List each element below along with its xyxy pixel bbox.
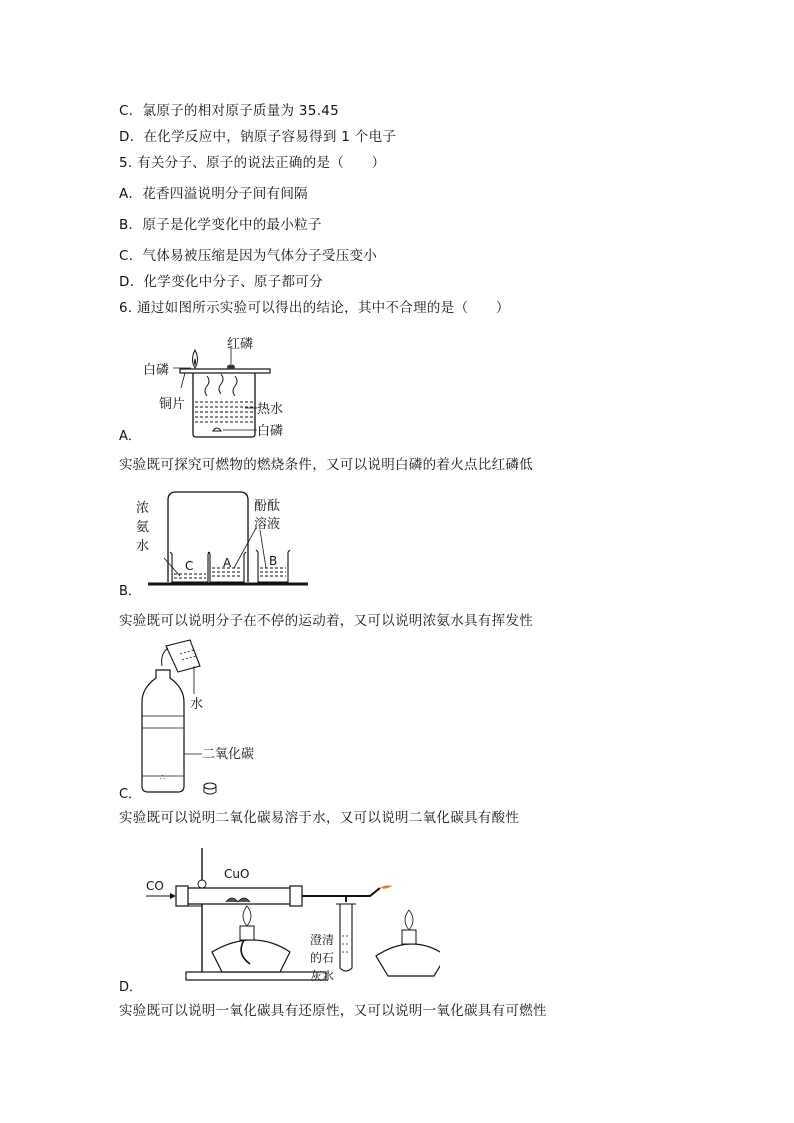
option-a-label: A． <box>119 429 141 444</box>
label-phenolphthalein-solution: 溶液 <box>254 517 281 532</box>
svg-text:∴: ∴ <box>160 773 166 782</box>
figure-d-co-reduction <box>140 840 440 985</box>
option-d-label: D． <box>119 980 143 995</box>
question-5-option-a: A．花香四溢说明分子间有间隔 <box>119 186 308 202</box>
label-ammonia-1: 浓 <box>136 501 150 516</box>
label-water: 水 <box>190 697 204 712</box>
label-ammonia-2: 氨 <box>136 520 150 535</box>
label-ammonia-3: 水 <box>136 539 150 554</box>
option-a-conclusion: 实验既可探究可燃物的燃烧条件，又可以说明白磷的着火点比红磷低 <box>119 457 533 473</box>
option-c-previous: C．氯原子的相对原子质量为 35.45 <box>119 103 340 119</box>
question-6: 6. 通过如图所示实验可以得出的结论，其中不合理的是（ ） <box>119 300 510 316</box>
label-white-phosphorus-top: 白磷 <box>143 363 170 378</box>
label-limewater-2: 的石 <box>310 951 335 965</box>
label-limewater-3: 灰水 <box>310 969 335 983</box>
label-red-phosphorus: 红磷 <box>227 337 254 352</box>
label-phenolphthalein: 酚酞 <box>254 499 281 514</box>
option-c-conclusion: 实验既可以说明二氧化碳易溶于水，又可以说明二氧化碳具有酸性 <box>119 810 520 826</box>
label-co: CO <box>146 879 164 893</box>
figure-b-ammonia-diffusion <box>128 488 318 596</box>
figure-c-co2-bottle <box>128 636 278 798</box>
option-d-previous: D．在化学反应中，钠原子容易得到 1 个电子 <box>119 129 397 145</box>
label-carbon-dioxide: 二氧化碳 <box>202 747 255 762</box>
question-5-option-d: D．化学变化中分子、原子都可分 <box>119 274 323 290</box>
label-white-phosphorus-bottom: 白磷 <box>257 424 284 439</box>
option-b-conclusion: 实验既可以说明分子在不停的运动着，又可以说明浓氨水具有挥发性 <box>119 613 533 629</box>
question-5-option-b: B．原子是化学变化中的最小粒子 <box>119 217 322 233</box>
label-beaker-c: C <box>185 559 194 573</box>
label-beaker-b: B <box>269 554 278 568</box>
label-beaker-a: A <box>223 556 232 570</box>
option-c-label: C． <box>119 787 142 802</box>
label-cuo: CuO <box>224 867 250 881</box>
label-copper-plate: 铜片 <box>159 397 186 412</box>
option-b-label: B． <box>119 584 141 599</box>
option-d-conclusion: 实验既可以说明一氧化碳具有还原性，又可以说明一氧化碳具有可燃性 <box>119 1003 547 1019</box>
label-limewater-1: 澄清 <box>310 933 335 947</box>
question-5: 5. 有关分子、原子的说法正确的是（ ） <box>119 155 386 171</box>
question-5-option-c: C．气体易被压缩是因为气体分子受压变小 <box>119 248 378 264</box>
figure-a-phosphorus-combustion <box>135 330 305 442</box>
label-hot-water: 热水 <box>257 402 284 417</box>
